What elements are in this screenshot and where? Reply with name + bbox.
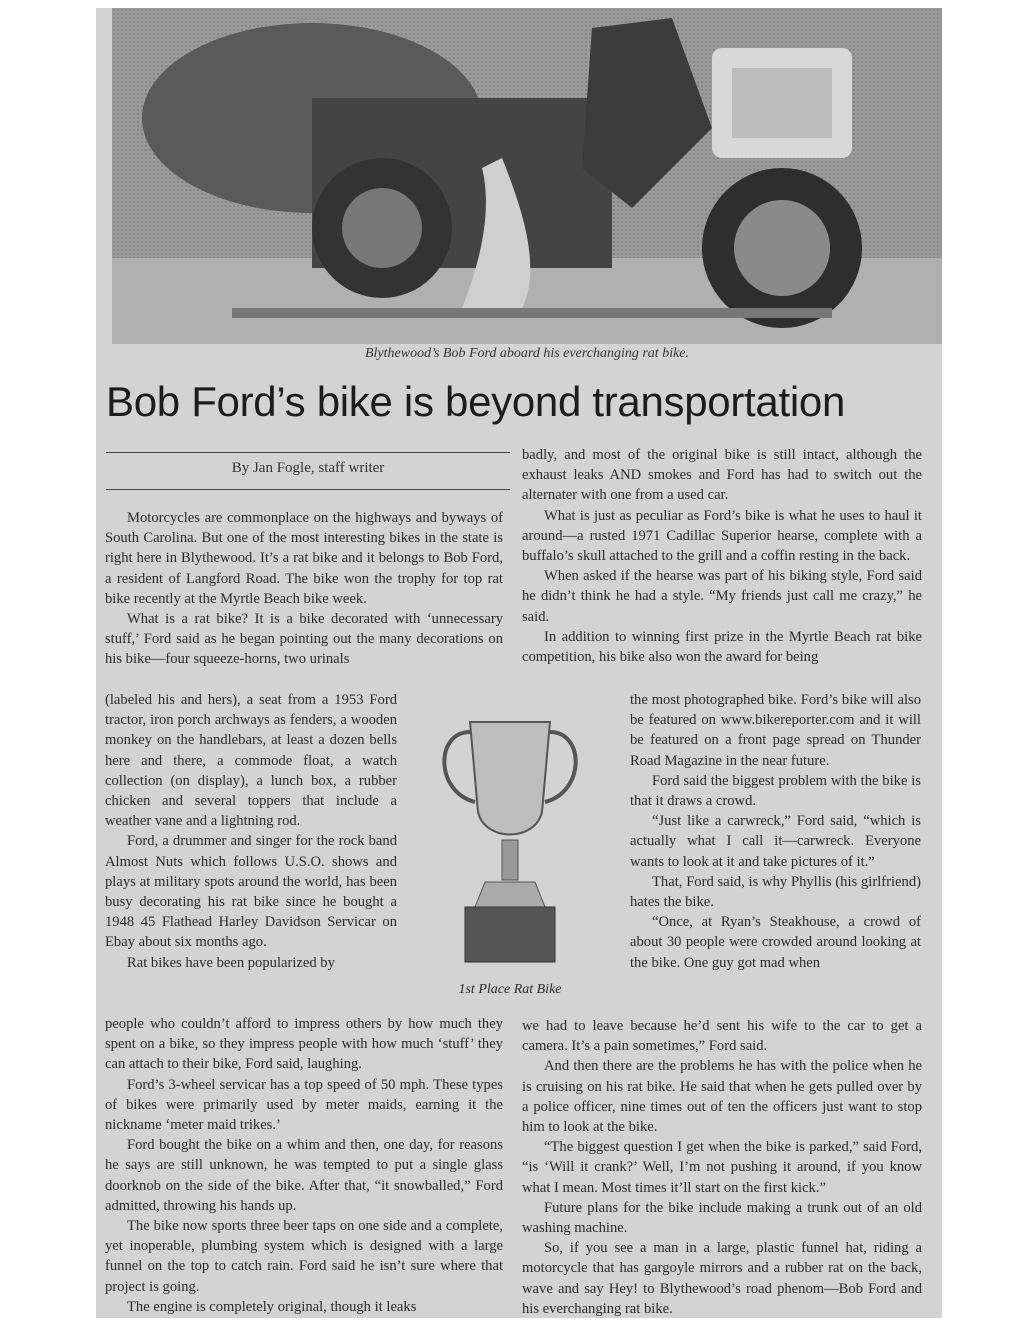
paragraph: (labeled his and hers), a seat from a 1953 Ford tractor, iron porch archways as fenders, a wooden monkey on the handlebars, at least a dozen bells here and there, a commode float, a watch collection (on display), a lunch box, a rubber chicken and several toppers that include a weather vane and a lightning rod. (105, 692, 397, 830)
column-right-wrap (630, 690, 921, 973)
paragraph: the most photographed bike. Ford’s bike will also be featured on www.bikereporter.com and it will be featured on a front page spread on Thunder Road Magazine in the near future. (630, 692, 921, 769)
column-left-bottom (105, 1014, 503, 1317)
trophy-caption: 1st Place Rat Bike (458, 982, 562, 997)
byline-rule-bottom (106, 489, 510, 490)
paragraph: When asked if the hearse was part of his biking style, Ford said he didn’t think he had a style. “My friends just call me crazy,” he said. (522, 568, 922, 625)
paragraph: That, Ford said, is why Phyllis (his girlfriend) hates the bike. (630, 873, 921, 911)
byline-rule-top (106, 452, 510, 453)
paragraph: And then there are the problems he has with the police when he is cruising on his rat bike. He said that when he gets pulled over by a police officer, nine times out of ten the officers just want to stop him to look at the bike. (522, 1058, 922, 1136)
paragraph: Rat bikes have been popularized by (127, 954, 335, 971)
column-right-bottom (522, 1016, 922, 1319)
paragraph: What is just as peculiar as Ford’s bike is what he uses to haul it around—a rusted 1971 Cadillac Superior hearse, complete with a buffalo’s skull attached to the grill and a coffin resting in the back. (522, 507, 922, 565)
paragraph: badly, and most of the original bike is still intact, although the exhaust leaks AND smokes and Ford has had to switch out the alternater with one from a used car. (522, 447, 922, 504)
headline: Bob Ford’s bike is beyond transportation (106, 378, 845, 425)
paragraph: Ford bought the bike on a whim and then, one day, for reasons he says are still unknown, he was tempted to put a single glass doorknob on the side of the bike. After that, “it snowballed,” Ford admitted, throwing his hands up. (105, 1137, 503, 1214)
paragraph: So, if you see a man in a large, plastic funnel hat, riding a motorcycle that has gargoyle mirrors and a rubber rat on the back, wave and say Hey! to Blythewood’s road phenom—Bob Ford and his everchanging rat bike. (522, 1240, 922, 1317)
paragraph: Ford, a drummer and singer for the rock band Almost Nuts which follows U.S.O. shows and plays at military spots around the world, has been busy decorating his rat bike since he bought a 1948 45 Flathead Harley Davidson Servicar on Ebay about six months ago. (105, 833, 397, 951)
paragraph: Motorcycles are commonplace on the highways and byways of South Carolina. But one of the most interesting bikes in the state is right here in Blythewood. It’s a rat bike and it belongs to Bob Ford, a resident of Langford Road. The bike won the trophy for top rat bike recently at the Myrtle Beach bike week. (105, 510, 503, 607)
paragraph: Future plans for the bike include making a trunk out of an old washing machine. (522, 1199, 922, 1237)
paragraph: What is a rat bike? It is a bike decorated with ‘unnecessary stuff,’ Ford said as he began pointing out the many decorations on his bike—four squeeze-horns, two urinals (105, 611, 503, 668)
paragraph: we had to leave because he’d sent his wife to the car to get a camera. It’s a pain sometimes,” Ford said. (522, 1018, 922, 1055)
paragraph: “The biggest question I get when the bike is parked,” said Ford, “is ‘Will it crank?’ Well, I’m not pushing it around, if you know what I mean. Most times it’ll start on the first kick.” (522, 1139, 922, 1196)
paragraph: “Just like a carwreck,” Ford said, “which is actually what I call it—carwreck. Everyone wants to look at it and take pictures of it.” (630, 813, 921, 870)
paragraph: The bike now sports three beer taps on one side and a complete, yet inoperable, plumbing system which is designed with a large funnel on the top to catch rain. Ford said he isn’t sure where that project is going. (105, 1218, 503, 1295)
paragraph: Ford’s 3-wheel servicar has a top speed of 50 mph. These types of bikes were primarily used by meter maids, earning it the nickname ‘meter maid trikes.’ (105, 1076, 503, 1134)
paragraph: Ford said the biggest problem with the bike is that it draws a crowd. (630, 772, 921, 810)
trophy-icon (430, 702, 590, 982)
column-left-wrap (105, 690, 397, 973)
paragraph: In addition to winning first prize in the Myrtle Beach rat bike competition, his bike also won the award for being (522, 628, 922, 666)
paragraph: people who couldn’t afford to impress others by how much they spent on a bike, so they impress people with how much ‘stuff’ they can attach to their bike, Ford said, laughing. (105, 1016, 503, 1073)
paragraph: “Once, at Ryan’s Steakhouse, a crowd of about 30 people were crowded around looking at the bike. One guy got mad when (630, 914, 921, 971)
column-right-top (522, 445, 922, 667)
byline: By Jan Fogle, staff writer (231, 460, 385, 476)
paragraph: The engine is completely original, though it leaks (127, 1298, 417, 1315)
rat-bike-photo (112, 8, 942, 344)
photo-caption: Blythewood’s Bob Ford aboard his everchanging rat bike. (364, 346, 690, 361)
column-left-top (105, 508, 503, 670)
